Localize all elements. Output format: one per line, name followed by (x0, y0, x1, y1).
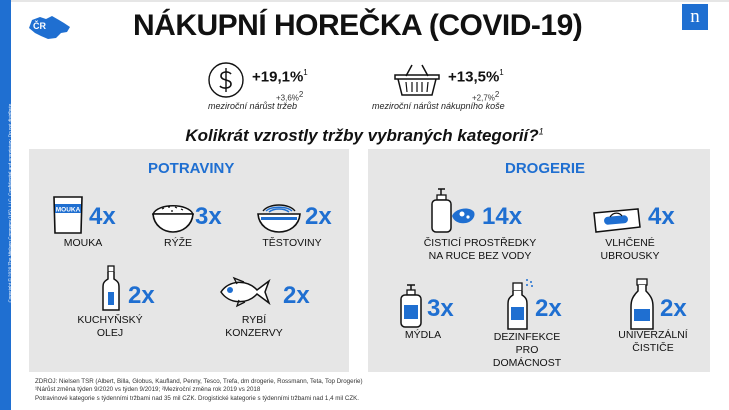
mult-wipes: 4x (648, 203, 675, 230)
panel-potraviny-title: POTRAVINY (148, 160, 235, 177)
spray-bottle-icon (505, 277, 537, 331)
soap-dispenser-icon (398, 283, 424, 329)
mult-soap: 3x (427, 295, 454, 322)
mult-olej: 2x (128, 282, 155, 309)
oil-bottle-icon (100, 264, 122, 314)
stat-basket-value: +13,5%$^1$ (448, 68, 504, 86)
dollar-icon (207, 61, 245, 99)
label-testoviny: TĚSTOVINY (262, 237, 322, 249)
panel-drogerie-title: DROGERIE (505, 160, 586, 177)
nielsen-logo: n (682, 4, 708, 30)
label-mouka: MOUKA (63, 237, 103, 249)
mult-mouka: 4x (89, 203, 116, 230)
footer-note-1: ¹Nárůst změna týden 9/2020 vs týden 9/2019; ²Meziroční změna rok 2019 vs 2018 (35, 386, 261, 394)
mult-sanitizer: 14x (482, 203, 523, 230)
label-ryby: RYBÍ KONZERVY (225, 314, 283, 339)
stat-sales-prev: +3,6%2 (276, 90, 304, 103)
basket-icon (392, 62, 442, 98)
country-label: ČR (33, 21, 46, 31)
copyright-text: Copyright © 2020 The Nielsen Company (US), LLC. Confidential and proprietary. Do not distribute. (7, 102, 13, 303)
label-cleaner: UNIVERZÁLNÍ ČISTIČE (618, 329, 688, 354)
stat-sales-value: +19,1%$^1$ (252, 68, 308, 86)
page-title: NÁKUPNÍ HOREČKA (COVID-19) (133, 9, 583, 42)
footer-source: ZDROJ: Nielsen TSR (Albert, Billa, Globus, Kaufland, Penny, Tesco, Trefa, dm drogerie, Rossmann, Teta, Top Drogerie) (35, 378, 363, 385)
hand-sanitizer-icon (428, 186, 478, 234)
top-divider (11, 0, 729, 2)
cleaner-bottle-icon (628, 277, 656, 331)
fish-icon (217, 276, 273, 308)
wet-wipes-icon (590, 205, 642, 235)
label-soap: MÝDLA (404, 329, 442, 341)
mult-spray: 2x (535, 295, 562, 322)
flour-bag-text: MOUKA (55, 206, 81, 214)
label-olej: KUCHYŇSKÝ OLEJ (77, 314, 143, 339)
flour-bag-icon (50, 193, 86, 237)
stat-basket-desc: meziroční nárůst nákupního koše (372, 101, 505, 111)
mult-ryby: 2x (283, 282, 310, 309)
footer-note-2: Potravinové kategorie s týdenními tržbami nad 35 mil CZK. Drogistické kategorie s týdenními tržbami nad 1,4 mil CZK. (35, 394, 359, 402)
stat-basket-prev: +2,7%2 (472, 90, 500, 103)
footer-notes (35, 378, 363, 403)
label-wipes: VLHČENÉ UBROUSKY (600, 237, 660, 262)
mult-testoviny: 2x (305, 203, 332, 230)
stat-sales-desc: meziroční nárůst tržeb (208, 101, 298, 111)
question-heading: Kolikrát vzrostly tržby vybraných kategorií?$^1$ (185, 126, 544, 145)
mult-ryze: 3x (195, 203, 222, 230)
label-ryze: RÝŽE (163, 237, 192, 249)
label-spray: DEZINFEKCE PRO DOMÁCNOST (492, 331, 562, 369)
mult-cleaner: 2x (660, 295, 687, 322)
label-sanitizer: ČISTICÍ PROSTŘEDKY NA RUCE BEZ VODY (423, 237, 537, 262)
pasta-bowl-icon (255, 197, 303, 237)
rice-bowl-icon (150, 198, 196, 236)
